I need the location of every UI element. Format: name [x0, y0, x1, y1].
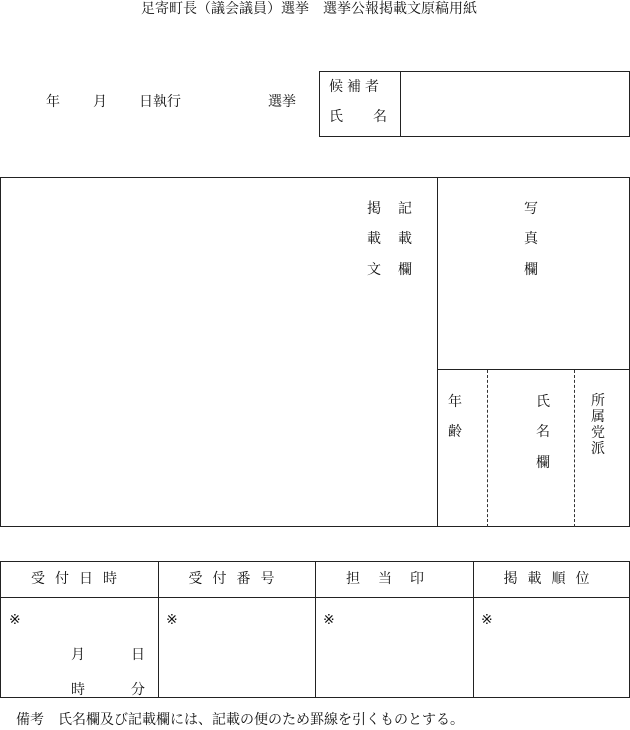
candidate-name-label-left: 氏	[329, 109, 343, 125]
content-writing-area[interactable]	[2, 179, 436, 525]
content-label-3: 載	[367, 231, 381, 247]
receipt-mark-order: ※	[481, 612, 493, 628]
receipt-minute-label: 分	[131, 682, 145, 698]
content-label-2: 記	[398, 201, 412, 217]
page-title: 足寄町長（議会議員）選挙 選挙公報掲載文原稿用紙	[141, 1, 477, 17]
age-label-1: 年	[448, 394, 462, 410]
photo-column-divider	[437, 177, 438, 527]
age-name-dashed-divider	[487, 370, 488, 527]
name-label-3: 欄	[536, 455, 550, 471]
content-label-1: 掲	[367, 201, 381, 217]
photo-label-2: 真	[524, 231, 538, 247]
party-label-2: 属	[591, 409, 605, 425]
content-label-5: 文	[367, 262, 381, 278]
receipt-header-datetime: 受付日時	[31, 571, 127, 587]
header-month-label: 月	[93, 94, 107, 110]
receipt-header-number: 受付番号	[188, 571, 285, 587]
name-party-dashed-divider	[574, 370, 575, 527]
receipt-hour-label: 時	[71, 682, 85, 698]
candidate-name-label-right: 名	[373, 109, 387, 125]
photo-label-3: 欄	[524, 262, 538, 278]
photo-label-1: 写	[524, 201, 538, 217]
header-election-label: 選挙	[268, 94, 296, 110]
header-year-label: 年	[46, 94, 60, 110]
receipt-header-seal: 担当印	[346, 571, 442, 587]
receipt-mark-number: ※	[166, 612, 178, 628]
party-label-4: 派	[591, 441, 605, 457]
candidate-label: 候補者	[329, 79, 383, 95]
content-label-4: 載	[398, 231, 412, 247]
receipt-mark-datetime: ※	[9, 612, 21, 628]
header-day-exec-label: 日執行	[139, 94, 181, 110]
footnote: 備考 氏名欄及び記載欄には、記載の便のため罫線を引くものとする。	[16, 712, 464, 728]
receipt-header-order: 掲載順位	[503, 571, 600, 587]
receipt-mark-seal: ※	[323, 612, 335, 628]
age-label-2: 齢	[448, 424, 462, 440]
candidate-name-field[interactable]	[402, 73, 628, 135]
party-label-3: 党	[591, 425, 605, 441]
name-label-1: 氏	[536, 394, 550, 410]
content-label-6: 欄	[398, 262, 412, 278]
party-label-1: 所	[591, 393, 605, 409]
receipt-month-label: 月	[71, 647, 85, 663]
photo-bottom-divider	[437, 369, 630, 370]
receipt-day-label: 日	[131, 647, 145, 663]
candidate-box-divider	[400, 71, 401, 137]
name-label-2: 名	[536, 424, 550, 440]
